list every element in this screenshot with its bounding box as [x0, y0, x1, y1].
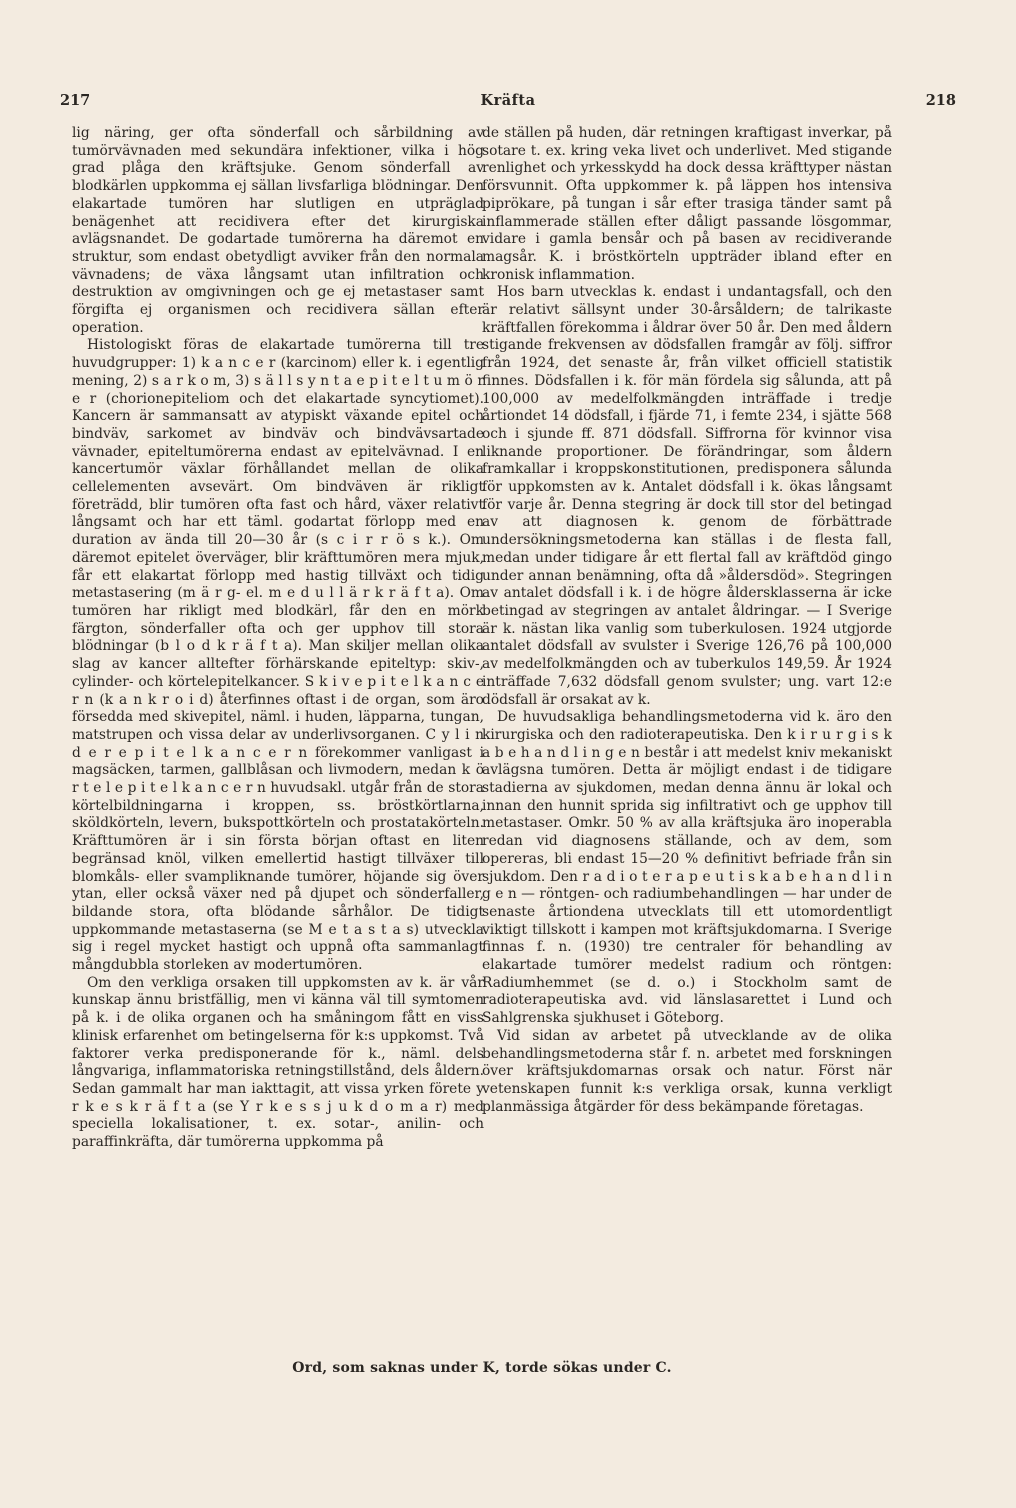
paragraph: Hos barn utvecklas k. endast i undantagsfall, och den är relativt sällsynt under 30-årsåldern; de talrikaste kräftfallen förekomma i åldrar över 50 år. Den med åldern stigande frekvensen av dödsfallen framgår av följ. siffror från 1924, det senaste år, från vilket officiell statistik finnes. Dödsfallen i k. för män fördela sig sålunda, att på 100,000 av medelfolkmängden inträffade i tredje årtiondet 14 dödsfall, i fjärde 71, i femte 234, i sjätte 568 och i sjunde ff. 871 dödsfall. Siffrorna för kvinnor visa liknande proportioner. De förändringar, som åldern framkallar i kroppskonstitutionen, predisponera sålunda för uppkomsten av k. Antalet dödsfall i k. ökas långsamt för varje år. Denna stegring är dock till stor del betingad av att diagnosen k. genom de förbättrade undersökningsmetoderna kan ställas i de flesta fall, medan under tidigare år ett flertal fall av kräftdöd gingo under annan benämning, ofta då »åldersdöd». Stegringen av antalet dödsfall i k. i de högre åldersklasserna är icke betingad av stegringen av antalet åldringar. — I Sverige är k. nästan lika vanlig som tuberkulosen. 1924 utgjorde antalet dödsfall av svulster i Sverige 126,76 på 100,000 av medelfolkmängden och av tuberkulos 149,59. År 1924 inträffade 7,632 dödsfall genom svulster; ung. vart 12:e dödsfall är orsakat av k. [482, 284, 892, 708]
paragraph: Vid sidan av arbetet på utvecklande av de olika behandlingsmetoderna står f. n. arbetet med forskningen över kräftsjukdomarnas orsak och natur. Först när vetenskapen funnit k:s verkliga orsak, kunna verkligt planmässiga åtgärder för dess bekämpande företagas. [482, 1027, 892, 1115]
page-header [60, 92, 956, 112]
paragraph: De huvudsakliga behandlingsmetoderna vid k. äro den kirurgiska och den radioterapeutiska. Den k i r u r g i s k a b e h a n d l i n g e n består i att medelst kniv mekaniskt avlägsna tumören. Detta är möjligt endast i de tidigare stadierna av sjukdomen, medan denna ännu är lokal och innan den hunnit sprida sig infiltrativt och ge upphov till metastaser. Omkr. 50 % av alla kräftsjuka äro inoperabla redan vid diagnosens ställande, och av dem, som opereras, bli endast 15—20 % definitivt befriade från sin sjukdom. Den r a d i o t e r a p e u t i s k a b e h a n d l i n g e n — röntgen- och radiumbehandlingen — har under de senaste årtiondena utvecklats till ett utomordentligt viktigt tillskott i kampen mot kräftsjukdomarna. I Sverige finnas f. n. (1930) tre centraler för behandling av elakartade tumörer medelst radium och röntgen: Radiumhemmet (se d. o.) i Stockholm samt de radioterapeutiska avd. vid länslasarettet i Lund och Sahlgrenska sjukhuset i Göteborg. [482, 709, 892, 1027]
paragraph: de ställen på huden, där retningen kraftigast inverkar, på sotare t. ex. kring veka livet och underlivet. Med stigande renlighet och yrkesskydd ha dock dessa kräfttyper nästan försvunnit. Ofta uppkommer k. på läppen hos intensiva piprökare, på tungan i sår efter trasiga tänder samt på inflammerade ställen efter dåligt passande lösgommar, vidare i gamla bensår och på basen av recidiverande magsår. K. i bröstkörteln uppträder ibland efter en kronisk inflammation. [482, 125, 892, 283]
paragraph: Om den verkliga orsaken till uppkomsten av k. är vår kunskap ännu bristfällig, men vi känna väl till symtomen på k. i de olika organen och ha småningom fått en viss klinisk erfarenhet om betingelserna för k:s uppkomst. Två faktorer verka predisponerande för k., näml. dels långvariga, inflammatoriska retningstillstånd, dels åldern. Sedan gammalt har man iakttagit, att vissa yrken förete y r k e s k r ä f t a (se Y r k e s s j u k d o m a r) med speciella lokalisationer, t. ex. sotar-, anilin- och paraffinkräfta, där tumörerna uppkomma på [72, 974, 484, 1151]
footer-note: Ord, som saknas under K, torde sökas under C. [292, 1360, 672, 1376]
paragraph: lig näring, ger ofta sönderfall och sårbildning av tumörvävnaden med sekundära infektioner, vilka i hög grad plåga den kräftsjuke. Genom sönderfall av blodkärlen uppkomma ej sällan livsfarliga blödningar. Den elakartade tumören har slutligen en utpräglad benägenhet att recidivera efter det kirurgiska avlägsnandet. De godartade tumörerna ha däremot en struktur, som endast obetydligt avviker från den normala vävnadens; de växa långsamt utan infiltration och destruktion av omgivningen och ge ej metastaser samt förgifta ej organismen och recidivera sällan efter operation. [72, 125, 484, 336]
left-column [72, 125, 484, 1357]
paragraph: Histologiskt föras de elakartade tumörerna till tre huvudgrupper: 1) k a n c e r (karcinom) eller k. i egentlig mening, 2) s a r k o m, 3) s ä l l s y n t a e p i t e l t u m ö r e r (chorionepiteliom och det elakartade syncytiomet). Kancern är sammansatt av atypiskt växande epitel och bindväv, sarkomet av bindväv och bindvävsartade vävnader, epiteltumörerna endast av epitelvävnad. I en kancertumör växlar förhållandet mellan de olika cellelementen avsevärt. Om bindväven är rikligt företrädd, blir tumören ofta fast och hård, växer relativt långsamt och har ett täml. godartat förlopp med en duration av ända till 20—30 år (s c i r r ö s k.). Om däremot epitelet överväger, blir kräfttumören mera mjuk, får ett elakartat förlopp med hastig tillväxt och tidig metastasering (m ä r g- el. m e d u l l ä r k r ä f t a). Om tumören har rikligt med blodkärl, får den en mörk färgton, sönderfaller ofta och ger upphov till stora blödningar (b l o d k r ä f t a). Man skiljer mellan olika slag av kancer alltefter förhärskande epiteltyp: skiv-, cylinder- och körtelepitelkancer. S k i v e p i t e l k a n c e r n (k a n k r o i d) återfinnes oftast i de organ, som äro försedda med skivepitel, näml. i huden, läpparna, tungan, matstrupen och vissa delar av underlivsorganen. C y l i n d e r e p i t e l k a n c e r n förekommer vanligast i magsäcken, tarmen, gallblåsan och livmodern, medan k ö r t e l e p i t e l k a n c e r n huvudsakl. utgår från de stora körtelbildningarna i kroppen, ss. bröstkörtlarna, sköldkörteln, levern, bukspottkörteln och prostatakörteln. Kräfttumören är i sin första början oftast en liten begränsad knöl, vilken emellertid hastigt tillväxer till blomkåls- eller svampliknande tumörer, höjande sig över ytan, eller också växer ned på djupet och sönderfaller, bildande stora, ofta blödande sårhålor. De tidigt uppkommande metastaserna (se M e t a s t a s) utveckla sig i regel mycket hastigt och uppnå ofta sammanlagt mångdubbla storleken av modertumören. [72, 337, 484, 974]
page-number-left: 217 [60, 92, 91, 109]
running-title: Kräfta [480, 92, 536, 109]
page-number-right: 218 [925, 92, 956, 109]
right-column [482, 125, 892, 1357]
